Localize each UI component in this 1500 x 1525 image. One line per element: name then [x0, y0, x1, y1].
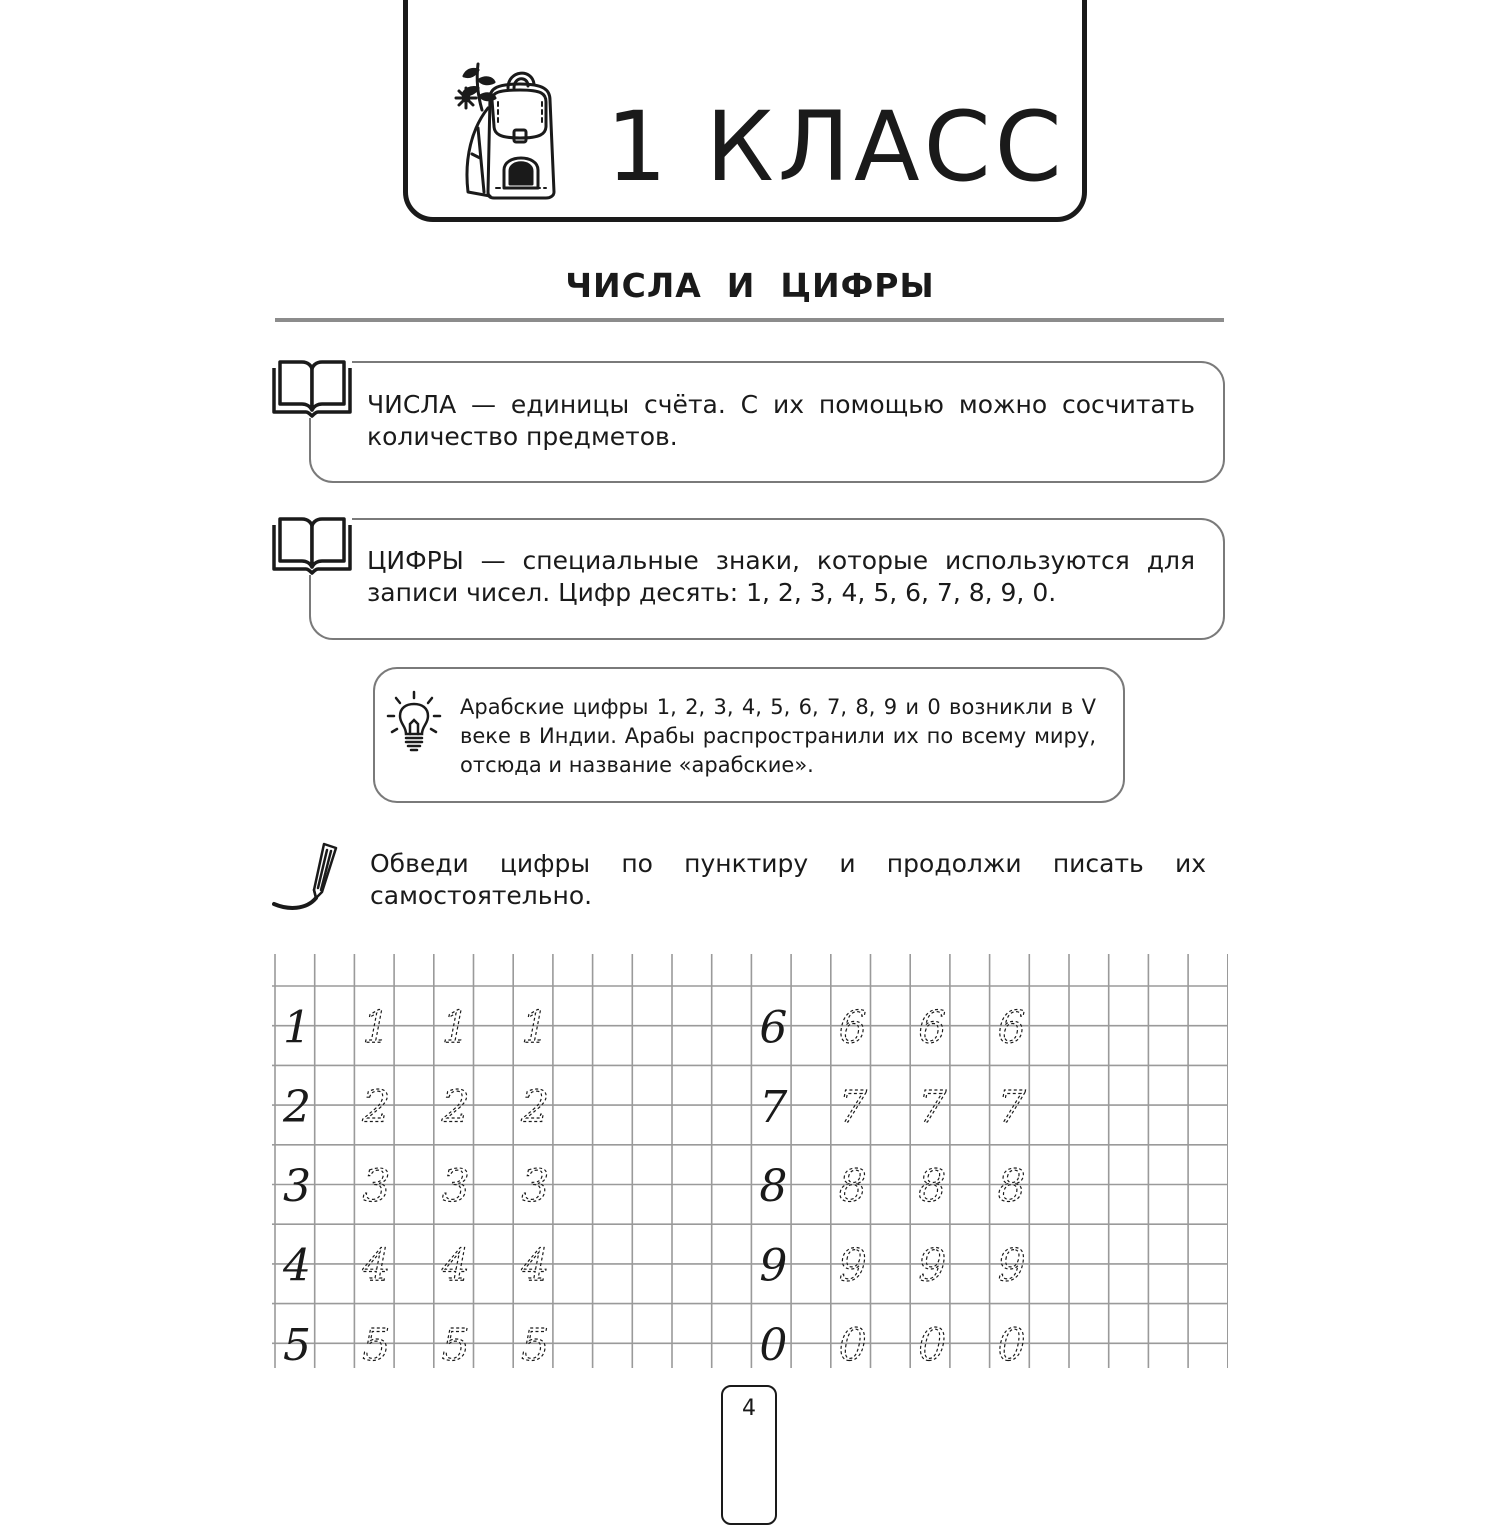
sample-digit: 4	[283, 1240, 311, 1292]
traced-digit: 3	[362, 1161, 391, 1213]
traced-digit: 8	[918, 1161, 947, 1213]
traced-digit: 1	[521, 1002, 550, 1054]
traced-digit: 5	[362, 1319, 391, 1368]
traced-digit: 8	[997, 1161, 1026, 1213]
grade-title: 1 КЛАСС	[606, 91, 1066, 203]
section-divider	[275, 318, 1224, 322]
traced-digit: 7	[997, 1081, 1026, 1133]
traced-digit: 5	[441, 1319, 470, 1368]
fact-text: Арабские цифры 1, 2, 3, 4, 5, 6, 7, 8, 9 и 0 возникли в V веке в Индии. Арабы распространили их по всему миру, отсюда и название «арабские».	[460, 695, 1096, 777]
sample-digit: 8	[759, 1161, 788, 1213]
traced-digit: 5	[521, 1319, 550, 1368]
traced-digit: 3	[521, 1161, 550, 1213]
traced-digit: 9	[918, 1240, 947, 1292]
section-title: ЧИСЛА И ЦИФРЫ	[565, 266, 935, 305]
lightbulb-icon	[386, 690, 442, 754]
sample-digit: 1	[283, 1002, 311, 1054]
traced-digit: 6	[918, 1002, 947, 1054]
traced-digit: 8	[838, 1161, 867, 1213]
traced-digit: 9	[997, 1240, 1026, 1292]
traced-digit: 6	[997, 1002, 1026, 1054]
traced-digit: 1	[362, 1002, 391, 1054]
traced-digit: 0	[997, 1319, 1026, 1368]
pencil-icon	[272, 840, 346, 912]
traced-digit: 3	[441, 1161, 470, 1213]
traced-digit: 7	[918, 1081, 947, 1133]
sample-digit: 3	[283, 1161, 311, 1213]
definition-text-digits: ЦИФРЫ — специальные знаки, которые используются для записи чисел. Цифр десять: 1, 2, 3, 4, 5, 6, 7, 8, 9, 0.	[367, 546, 1195, 607]
book-icon	[272, 517, 352, 575]
traced-digit: 0	[838, 1319, 867, 1368]
traced-digit: 7	[838, 1081, 867, 1133]
sample-digit: 7	[759, 1081, 788, 1133]
page-number: 4	[742, 1396, 756, 1421]
sample-digit: 0	[759, 1319, 788, 1368]
traced-digit: 2	[441, 1081, 470, 1133]
sample-digit: 5	[283, 1319, 311, 1368]
sample-digit: 6	[759, 1002, 788, 1054]
book-icon	[272, 360, 352, 418]
traced-digit: 4	[362, 1240, 391, 1292]
traced-digit: 6	[838, 1002, 867, 1054]
traced-digit: 2	[521, 1081, 550, 1133]
backpack-icon	[448, 58, 576, 200]
digit-practice-grid[interactable]	[272, 954, 1228, 1368]
task-instruction: Обведи цифры по пунктиру и продолжи писать их самостоятельно.	[370, 849, 1206, 910]
traced-digit: 0	[918, 1319, 947, 1368]
sample-digit: 2	[283, 1081, 311, 1133]
traced-digit: 1	[441, 1002, 470, 1054]
traced-digit: 4	[521, 1240, 550, 1292]
definition-text-numbers: ЧИСЛА — единицы счёта. С их помощью можно сосчитать количество предметов.	[367, 390, 1195, 451]
traced-digit: 4	[441, 1240, 470, 1292]
traced-digit: 9	[838, 1240, 867, 1292]
sample-digit: 9	[759, 1240, 788, 1292]
traced-digit: 2	[362, 1081, 391, 1133]
